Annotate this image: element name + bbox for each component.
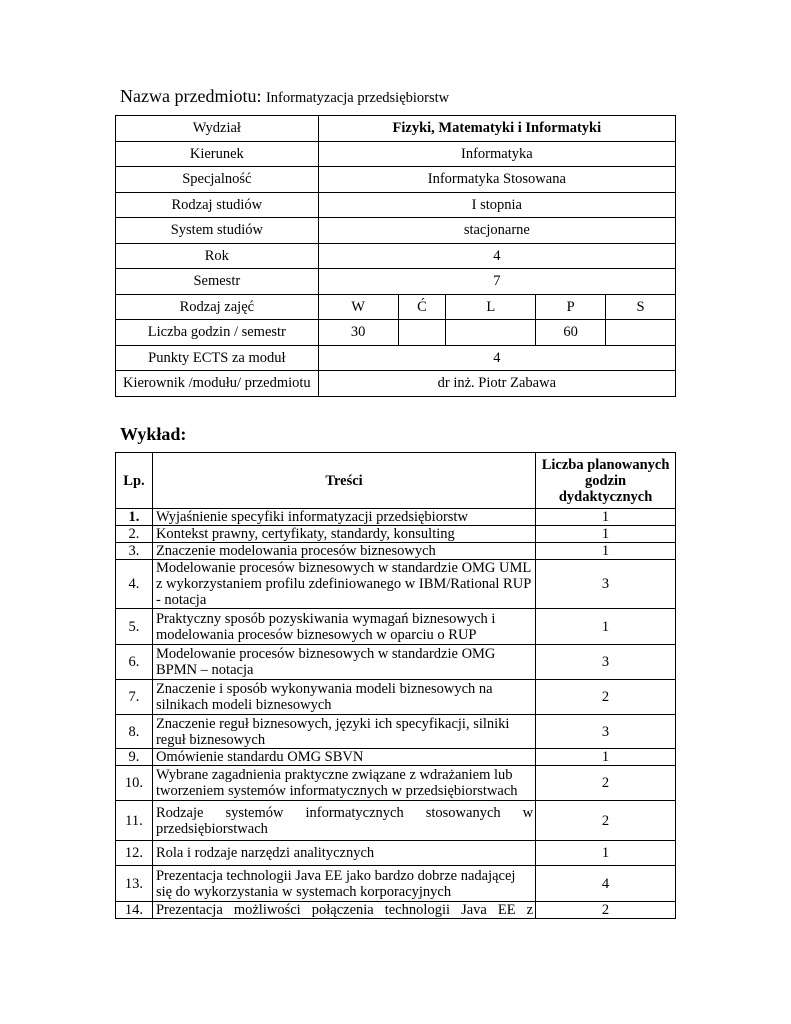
hours-row — [116, 320, 676, 346]
table-row — [116, 766, 676, 801]
hours-header-line: dydaktycznych — [558, 488, 653, 505]
info-value: 4 — [318, 243, 675, 269]
info-value: Fizyki, Matematyki i Informatyki — [318, 116, 675, 142]
ects-row — [116, 345, 676, 371]
row-content: Znaczenie reguł biznesowych, języki ich specyfikacji, silniki reguł biznesowych — [152, 715, 535, 749]
row-hours: 2 — [536, 902, 676, 919]
table-row — [116, 680, 676, 715]
info-value: 7 — [318, 269, 675, 295]
class-types-label: Rodzaj zajęć — [116, 294, 319, 320]
row-hours: 1 — [536, 526, 676, 543]
lecture-table — [115, 452, 676, 919]
hours-header — [536, 453, 676, 509]
row-hours: 1 — [536, 841, 676, 866]
subject-title-label: Nazwa przedmiotu: — [120, 86, 262, 106]
leader-row — [116, 371, 676, 397]
table-row — [116, 560, 676, 609]
row-number: 12. — [116, 841, 153, 866]
row-number: 5. — [116, 609, 153, 645]
hours-cell — [446, 320, 536, 346]
row-content: Wybrane zagadnienia praktyczne związane z wdrażaniem lub tworzeniem systemów informatycznych w przedsiębiorstwach — [152, 766, 535, 801]
table-row — [116, 801, 676, 841]
row-hours: 2 — [536, 766, 676, 801]
table-row — [116, 749, 676, 766]
row-content: Rodzaje systemów informatycznych stosowanych w przedsiębiorstwach — [152, 801, 535, 841]
row-number: 13. — [116, 866, 153, 902]
row-number: 1. — [116, 509, 153, 526]
row-content: Praktyczny sposób pozyskiwania wymagań biznesowych i modelowania procesów biznesowych w oparciu o RUP — [152, 609, 535, 645]
row-number: 9. — [116, 749, 153, 766]
hours-header-line: Liczba planowanych — [541, 456, 670, 473]
row-hours: 2 — [536, 801, 676, 841]
row-hours: 1 — [536, 543, 676, 560]
row-number: 2. — [116, 526, 153, 543]
info-label: Wydział — [116, 116, 319, 142]
ects-label: Punkty ECTS za moduł — [116, 345, 319, 371]
row-hours: 3 — [536, 715, 676, 749]
row-hours: 3 — [536, 560, 676, 609]
row-content: Omówienie standardu OMG SBVN — [152, 749, 535, 766]
lecture-section-title: Wykład: — [120, 424, 187, 444]
info-label: Kierunek — [116, 141, 319, 167]
row-content: Modelowanie procesów biznesowych w standardzie OMG BPMN – notacja — [152, 645, 535, 680]
info-label: Specjalność — [116, 167, 319, 193]
row-content: Prezentacja technologii Java EE jako bardzo dobrze nadającej się do wykorzystania w systemach korporacyjnych — [152, 866, 535, 902]
row-content: Wyjaśnienie specyfiki informatyzacji przedsiębiorstw — [152, 509, 535, 526]
subject-name: Informatyzacja przedsiębiorstw — [265, 90, 450, 106]
class-type-cell: S — [606, 294, 676, 320]
info-row — [116, 167, 676, 193]
table-row — [116, 866, 676, 902]
leader-value: dr inż. Piotr Zabawa — [318, 371, 675, 397]
row-number: 14. — [116, 902, 153, 919]
table-row — [116, 902, 676, 919]
table-row — [116, 543, 676, 560]
lecture-header-row — [116, 453, 676, 509]
class-type-cell: P — [536, 294, 606, 320]
info-value: Informatyka Stosowana — [318, 167, 675, 193]
class-type-cell: W — [318, 294, 398, 320]
table-row — [116, 841, 676, 866]
hours-cell — [398, 320, 446, 346]
info-label: Semestr — [116, 269, 319, 295]
info-row — [116, 269, 676, 295]
leader-label: Kierownik /modułu/ przedmiotu — [116, 371, 319, 397]
info-value: I stopnia — [318, 192, 675, 218]
row-number: 7. — [116, 680, 153, 715]
row-number: 4. — [116, 560, 153, 609]
row-number: 11. — [116, 801, 153, 841]
table-row — [116, 715, 676, 749]
row-number: 3. — [116, 543, 153, 560]
info-row — [116, 141, 676, 167]
table-row — [116, 609, 676, 645]
subject-title — [120, 86, 449, 107]
info-label: Rok — [116, 243, 319, 269]
info-value: Informatyka — [318, 141, 675, 167]
class-types-row — [116, 294, 676, 320]
row-hours: 1 — [536, 609, 676, 645]
row-content: Prezentacja możliwości połączenia technologii Java EE z — [152, 902, 535, 919]
row-number: 6. — [116, 645, 153, 680]
row-number: 10. — [116, 766, 153, 801]
table-row — [116, 645, 676, 680]
class-type-cell: Ć — [398, 294, 446, 320]
hours-cell: 30 — [318, 320, 398, 346]
class-type-cell: L — [446, 294, 536, 320]
row-hours: 1 — [536, 749, 676, 766]
content-header: Treści — [152, 453, 535, 509]
row-content: Znaczenie modelowania procesów biznesowych — [152, 543, 535, 560]
hours-cell — [606, 320, 676, 346]
row-content: Znaczenie i sposób wykonywania modeli biznesowych na silnikach modeli biznesowych — [152, 680, 535, 715]
row-hours: 4 — [536, 866, 676, 902]
info-row — [116, 116, 676, 142]
row-content: Modelowanie procesów biznesowych w standardzie OMG UML z wykorzystaniem profilu zdefiniowanego w IBM/Rational RUP - notacja — [152, 560, 535, 609]
table-row — [116, 509, 676, 526]
table-row — [116, 526, 676, 543]
info-value: stacjonarne — [318, 218, 675, 244]
info-row — [116, 218, 676, 244]
info-row — [116, 243, 676, 269]
course-info-table — [115, 115, 676, 397]
info-row — [116, 192, 676, 218]
row-content: Rola i rodzaje narzędzi analitycznych — [152, 841, 535, 866]
row-hours: 1 — [536, 509, 676, 526]
row-hours: 2 — [536, 680, 676, 715]
hours-cell: 60 — [536, 320, 606, 346]
lp-header: Lp. — [116, 453, 153, 509]
row-hours: 3 — [536, 645, 676, 680]
row-content: Kontekst prawny, certyfikaty, standardy, konsulting — [152, 526, 535, 543]
ects-value: 4 — [318, 345, 675, 371]
info-label: System studiów — [116, 218, 319, 244]
row-number: 8. — [116, 715, 153, 749]
hours-header-line: godzin — [585, 472, 627, 489]
hours-label: Liczba godzin / semestr — [116, 320, 319, 346]
info-label: Rodzaj studiów — [116, 192, 319, 218]
